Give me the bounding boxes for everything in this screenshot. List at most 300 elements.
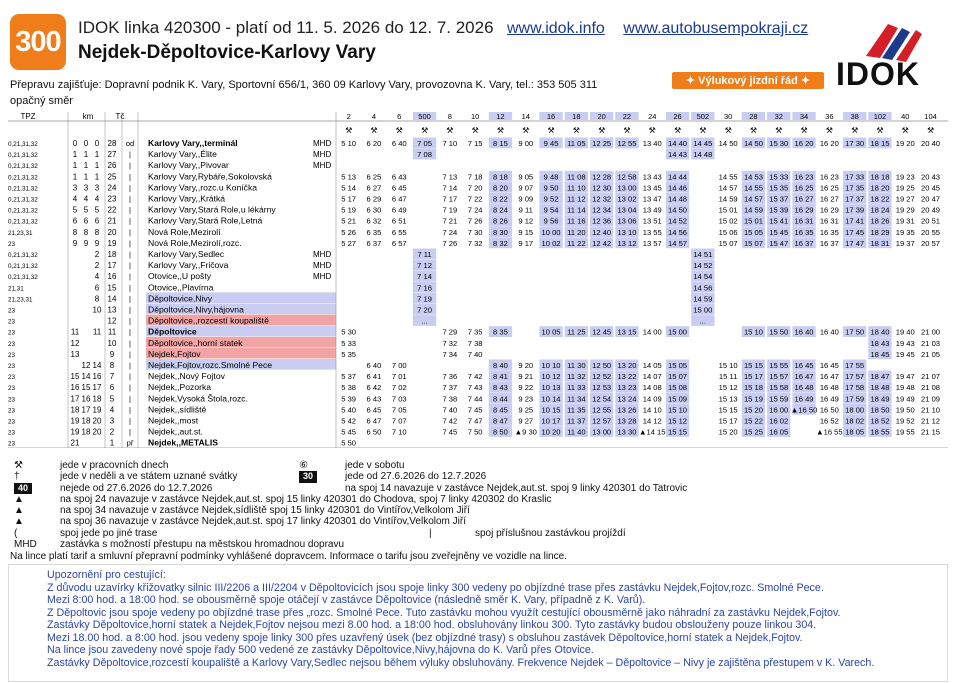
- departure-time: 21 12: [921, 416, 941, 426]
- departure-time: 8 20: [493, 183, 508, 193]
- legend-symbol: †: [14, 471, 20, 483]
- departure-time: 8 44: [493, 394, 508, 404]
- idok-logo-text: IDOK: [836, 56, 920, 92]
- departure-time: 18 50: [870, 405, 890, 415]
- stop-name: Otovice,,U pošty: [148, 271, 212, 282]
- header-links: [507, 20, 822, 38]
- departure-time: 19 43: [895, 338, 915, 348]
- legend-text: na spoj 36 navazuje v zastávce Nejdek,aut.st. spoj 17 linky 420301 do Vintířov,Velkolom Jiří: [60, 516, 466, 528]
- stop-tc: 21: [107, 216, 117, 226]
- departure-time: ▲16 50: [790, 405, 818, 415]
- stop-mark: |: [129, 161, 131, 171]
- departure-time: 13 47: [642, 194, 662, 204]
- departure-time: 20 57: [921, 238, 941, 248]
- stop-km: 12: [81, 361, 91, 370]
- departure-time: 9 25: [518, 405, 534, 415]
- stop-km: 6: [94, 216, 100, 226]
- col-head-km: km: [82, 112, 94, 121]
- departure-time: 15 08: [668, 383, 688, 393]
- workday-hammer-icon: ⚒: [800, 126, 808, 135]
- mhd-label: MHD: [313, 139, 332, 148]
- workday-hammer-icon: ⚒: [547, 126, 555, 135]
- col-head-tpz: TPZ: [20, 112, 36, 121]
- departure-time: 15 05: [743, 227, 763, 237]
- departure-time: 16 49: [794, 394, 814, 404]
- departure-time: 9 48: [543, 172, 559, 182]
- departure-time: 21 09: [921, 394, 941, 404]
- stop-km: 1: [72, 172, 78, 182]
- departure-time: 16 23: [819, 172, 839, 182]
- trip-number: 16: [546, 112, 556, 121]
- stop-km: 0: [83, 139, 89, 148]
- departure-time: 17 58: [845, 383, 865, 393]
- departure-time: 13 24: [617, 394, 637, 404]
- departure-time: 5 26: [341, 227, 357, 237]
- departure-time: 14 44: [668, 172, 688, 182]
- departure-time: 5 10: [341, 139, 357, 148]
- departure-time: 7 22: [467, 194, 483, 204]
- departure-time: 15 10: [743, 327, 763, 337]
- departure-time: 7 16: [417, 283, 432, 293]
- departure-time: 7 32: [442, 338, 458, 348]
- stop-mark: |: [129, 205, 131, 215]
- departure-time: 8 45: [493, 405, 508, 415]
- workday-hammer-icon: ⚒: [572, 126, 580, 135]
- departure-time: 14 54: [693, 272, 713, 282]
- stop-name: Nová Role,Mezirolí: [148, 226, 221, 237]
- departure-time: 16 27: [794, 194, 814, 204]
- departure-time: 15 12: [718, 383, 738, 393]
- departure-time: 11 25: [567, 327, 586, 337]
- departure-time: 12 52: [592, 372, 612, 382]
- departure-time: 18 52: [870, 416, 890, 426]
- departure-time: 11 35: [567, 405, 586, 415]
- workday-hammer-icon: ⚒: [901, 126, 909, 135]
- departure-time: 9 50: [543, 183, 559, 193]
- departure-time: 7 03: [391, 394, 407, 404]
- stop-km: 20: [92, 427, 102, 437]
- legend-text: na spoj 14 navazuje v zastávce Nejdek,aut.st. spoj 9 linky 420301 do Tatrovic: [345, 482, 688, 494]
- stop-tpz: 0,21,31,32: [8, 174, 38, 182]
- departure-time: 19 23: [895, 172, 915, 182]
- departure-time: 7 47: [467, 416, 483, 426]
- departure-time: 15 45: [769, 227, 789, 237]
- departure-time: 14 59: [718, 194, 738, 204]
- departure-time: 14 09: [642, 394, 662, 404]
- departure-time: 14 10: [642, 405, 662, 415]
- departure-time: 16 37: [819, 238, 839, 248]
- departure-time: 9 20: [518, 361, 534, 370]
- departure-time: ▲14 15: [638, 427, 666, 437]
- departure-time: 18 29: [870, 227, 890, 237]
- legend-symbol: ▲: [14, 493, 24, 505]
- workday-hammer-icon: ⚒: [345, 126, 353, 135]
- stop-km: 17: [81, 405, 91, 415]
- workday-hammer-icon: ⚒: [724, 126, 732, 135]
- mhd-label: MHD: [313, 150, 332, 160]
- departure-time: 5 14: [341, 183, 357, 193]
- stop-km: 19: [70, 427, 80, 437]
- legend-item: [295, 471, 715, 482]
- departure-time: 13 22: [617, 372, 637, 382]
- stop-km: 18: [81, 416, 91, 426]
- departure-time: 6 32: [366, 216, 382, 226]
- departure-time: 11 12: [567, 194, 586, 204]
- departure-time: 12 30: [592, 183, 612, 193]
- departure-time: 15 07: [718, 238, 738, 248]
- departure-time: 9 27: [518, 416, 534, 426]
- stop-name: Karlovy Vary,,Krátká: [148, 193, 226, 204]
- stop-mark: |: [129, 383, 131, 393]
- departure-time: 10 02: [541, 238, 561, 248]
- workday-hammer-icon: ⚒: [522, 126, 530, 135]
- stop-tpz: 23: [8, 318, 16, 326]
- departure-time: 14 59: [743, 205, 763, 215]
- departure-time: 9 23: [518, 394, 534, 404]
- stop-tpz: 23: [8, 407, 16, 415]
- departure-time: 19 45: [895, 349, 915, 359]
- departure-time: 7 05: [391, 405, 407, 415]
- stop-name: Děpoltovice,Nivy,hájovna: [148, 304, 244, 315]
- departure-time: 9 00: [518, 139, 534, 148]
- stop-name: Nejdek,Vysoká Štola,rozc.: [148, 393, 248, 404]
- departure-time: 19 49: [895, 394, 915, 404]
- departure-time: 21 15: [921, 427, 941, 437]
- stop-name: Karlovy Vary,,rozc.u Koníčka: [148, 182, 258, 193]
- departure-time: 7 26: [442, 238, 458, 248]
- departure-time: 16 37: [794, 238, 814, 248]
- stop-tc: 22: [107, 205, 117, 215]
- stop-km: 1: [72, 150, 78, 160]
- stop-mark: |: [129, 327, 131, 337]
- departure-time: 7 45: [442, 427, 458, 437]
- departure-time: 12 58: [617, 172, 637, 182]
- trip-number: 14: [521, 112, 530, 121]
- stop-tc: 10: [107, 338, 117, 348]
- departure-time: 7 17: [442, 194, 458, 204]
- stop-km: 11: [70, 327, 80, 337]
- departure-time: 11 32: [567, 372, 586, 382]
- departure-time: 11 16: [567, 216, 586, 226]
- departure-time: 19 48: [895, 383, 915, 393]
- departure-time: 5 45: [341, 427, 357, 437]
- trip-number: 36: [825, 112, 834, 121]
- departure-time: 8 22: [493, 194, 508, 204]
- departure-time: 6 43: [391, 172, 407, 182]
- departure-time: 14 57: [668, 238, 688, 248]
- departure-time: 14 57: [743, 194, 763, 204]
- departure-time: 11 30: [567, 361, 586, 370]
- departure-time: 13 15: [617, 327, 637, 337]
- legend-text: na spoj 24 navazuje v zastávce Nejdek,aut.st. spoj 15 linky 420301 do Chodova, spoj 7 linky 420302 do Kraslic: [60, 493, 552, 505]
- departure-time: 15 00: [668, 327, 688, 337]
- departure-time: 16 31: [794, 216, 814, 226]
- stop-km: 16: [70, 383, 80, 393]
- departure-time: 13 02: [617, 194, 637, 204]
- departure-time: 6 45: [366, 405, 382, 415]
- departure-time: 15 39: [769, 205, 789, 215]
- stop-km: 8: [94, 294, 100, 304]
- legend-symbol: 30: [295, 471, 345, 482]
- stop-name: Karlovy Vary,Sedlec: [148, 249, 225, 259]
- stop-km: 20: [92, 416, 102, 426]
- departure-time: 7 40: [467, 349, 483, 359]
- workday-hammer-icon: ⚒: [496, 126, 505, 135]
- departure-time: 16 49: [819, 394, 839, 404]
- departure-time: 15 10: [668, 405, 688, 415]
- stop-km: 6: [83, 216, 89, 226]
- departure-time: 12 34: [592, 205, 612, 215]
- departure-time: 12 32: [592, 194, 612, 204]
- stop-name: Karlovy Vary,,Pivovar: [148, 160, 229, 171]
- departure-time: 13 06: [617, 216, 637, 226]
- departure-time: 18 24: [870, 205, 890, 215]
- departure-time: 9 22: [518, 383, 534, 393]
- departure-time: 12 42: [592, 238, 612, 248]
- departure-time: 19 52: [895, 416, 915, 426]
- departure-time: 13 23: [617, 383, 637, 393]
- departure-time: 10 00: [541, 227, 561, 237]
- legend-text: jede v sobotu: [345, 460, 405, 471]
- stop-km: 21: [70, 438, 80, 448]
- workday-hammer-icon: ⚒: [876, 126, 884, 135]
- departure-time: 13 30: [617, 427, 637, 437]
- stop-km: 1: [83, 150, 89, 160]
- departure-time: 18 49: [870, 394, 890, 404]
- departure-time: 11 20: [567, 227, 586, 237]
- departure-time: 15 57: [769, 372, 789, 382]
- stop-name: Nejdek,,most: [148, 415, 199, 426]
- departure-time: 10 05: [541, 327, 561, 337]
- stop-tpz: 23: [8, 396, 16, 404]
- departure-time: 11 40: [567, 427, 586, 437]
- departure-time: 21 05: [921, 349, 941, 359]
- stop-km: 2: [94, 261, 100, 271]
- stop-km: 4: [94, 272, 100, 282]
- stop-tc: 27: [107, 150, 117, 160]
- departure-time: 15 55: [769, 361, 789, 370]
- departure-time: 17 33: [845, 172, 865, 182]
- trip-number: 30: [723, 112, 733, 121]
- notice-box: [8, 564, 948, 682]
- departure-time: 7 32: [467, 238, 483, 248]
- departure-time: 18 55: [870, 427, 890, 437]
- departure-time: 6 47: [366, 416, 382, 426]
- stop-tpz: 0,21,31,32: [8, 163, 38, 171]
- trip-number: 26: [673, 112, 682, 121]
- legend-text: zastávka s možností přestupu na městskou hromadnou dopravu: [60, 539, 345, 551]
- departure-time: 7 45: [467, 405, 483, 415]
- workday-hammer-icon: ⚒: [395, 126, 403, 135]
- stop-name: Děpoltovice,,rozcestí koupaliště: [148, 315, 269, 326]
- departure-time: 15 18: [743, 383, 763, 393]
- stop-mark: |: [129, 294, 131, 304]
- departure-time: 11 34: [567, 394, 586, 404]
- stop-tc: 23: [107, 194, 117, 204]
- departure-time: 17 50: [845, 327, 865, 337]
- stop-mark: |: [129, 194, 131, 204]
- stop-mark: |: [129, 150, 131, 160]
- departure-time: 9 11: [518, 205, 533, 215]
- departure-time: 7 34: [442, 349, 458, 359]
- departure-time: 11 22: [567, 238, 586, 248]
- stop-tc: 11: [107, 327, 117, 337]
- stop-tc: 13: [107, 305, 117, 315]
- stop-mark: od: [125, 139, 135, 148]
- departure-time: 5 27: [341, 238, 357, 248]
- departure-time: 16 20: [819, 139, 839, 148]
- departure-time: 6 35: [366, 227, 382, 237]
- notice-line: Z důvodu uzavírky křižovatky silnic III/2206 a III/2204 v Děpoltovicích jsou spoje linky 300 vedeny po objízdné trase přes zastávku Nejdek,Fojtov,rozc. Smolné Pece.: [47, 581, 824, 594]
- departure-time: 6 40: [391, 139, 407, 148]
- stop-tc: 1: [109, 438, 115, 448]
- departure-time: 19 37: [895, 238, 915, 248]
- departure-time: 16 29: [794, 205, 814, 215]
- stop-tc: 14: [107, 294, 117, 304]
- departure-time: 14 52: [668, 216, 688, 226]
- departure-time: 5 35: [341, 349, 357, 359]
- departure-time: 13 28: [617, 416, 637, 426]
- autobusempokraji-link[interactable]: www.autobusempokraji.cz: [623, 20, 809, 37]
- trip-number: 20: [597, 112, 606, 121]
- direction-label: opačný směr: [10, 95, 73, 107]
- departure-time: 7 35: [467, 327, 483, 337]
- stop-km: 1: [83, 161, 89, 171]
- legend-item: [295, 460, 715, 471]
- legend-text: jede v neděli a ve státem uznané svátky: [60, 471, 238, 483]
- stop-name: Nová Role,Mezirolí,rozc.: [148, 237, 242, 248]
- legend-text: nejede od 27.6.2026 do 12.7.2026: [60, 482, 213, 494]
- stop-tc: 16: [107, 272, 117, 282]
- departure-time: 20 40: [921, 139, 941, 148]
- stop-km: 8: [94, 227, 100, 237]
- departure-time: 14 53: [743, 172, 763, 182]
- stop-tc: 19: [107, 238, 117, 248]
- departure-time: 14 52: [693, 261, 713, 271]
- stop-km: 14: [92, 361, 102, 370]
- stop-tpz: 23: [8, 385, 16, 393]
- stop-tc: 6: [109, 383, 115, 393]
- departure-time: 7 30: [467, 227, 483, 237]
- departure-time: 9 17: [518, 238, 534, 248]
- departure-time: 7 10: [442, 139, 458, 148]
- workday-hammer-icon: ⚒: [420, 126, 429, 135]
- stop-name: Karlovy Vary,,terminál: [148, 138, 238, 148]
- stop-mark: |: [129, 405, 131, 415]
- workday-hammer-icon: ⚒: [775, 126, 783, 135]
- stop-name: Nejdek,,aut.st.: [148, 426, 203, 437]
- stop-name: Děpoltovice: [148, 326, 197, 337]
- trip-number: 8: [447, 112, 452, 121]
- departure-time: 7 24: [442, 227, 458, 237]
- stop-km: 1: [72, 161, 78, 171]
- idok-link[interactable]: www.idok.info: [507, 20, 605, 37]
- stop-mark: |: [129, 361, 131, 370]
- departure-time: 7 36: [442, 372, 458, 382]
- stop-mark: |: [129, 416, 131, 426]
- departure-time: 8 18: [493, 172, 508, 182]
- stop-km: 3: [94, 183, 100, 193]
- legend-item: [295, 483, 715, 494]
- departure-time: 16 47: [819, 372, 839, 382]
- legend-text: jede od 27.6.2026 do 12.7.2026: [345, 471, 487, 483]
- departure-time: 8 24: [493, 205, 508, 215]
- stop-km: 5: [94, 205, 100, 215]
- legend-symbol: MHD: [14, 539, 37, 551]
- departure-time: 9 54: [543, 205, 559, 215]
- stop-tc: 17: [107, 261, 117, 271]
- departure-time: 9 45: [543, 139, 559, 148]
- stop-km: 9: [72, 238, 78, 248]
- departure-time: 7 14: [442, 183, 458, 193]
- departure-time: 19 29: [895, 205, 915, 215]
- departure-time: 5 33: [341, 338, 357, 348]
- departure-time: 8 32: [493, 238, 508, 248]
- departure-time: 15 22: [743, 416, 763, 426]
- trip-number: 28: [749, 112, 758, 121]
- departure-time: 16 02: [769, 416, 789, 426]
- stop-km: 13: [70, 349, 80, 359]
- departure-time: 7 24: [467, 205, 483, 215]
- departure-time: 8 30: [493, 227, 508, 237]
- departure-time: 15 30: [769, 139, 789, 148]
- departure-time: 6 27: [366, 183, 382, 193]
- departure-time: 14 50: [668, 205, 688, 215]
- departure-time: 5 39: [341, 394, 357, 404]
- departure-time: 11 14: [567, 205, 586, 215]
- legend-symbol: 40: [10, 483, 60, 494]
- departure-time: 13 43: [642, 172, 662, 182]
- departure-time: 15 11: [718, 372, 738, 382]
- departure-time: 14 07: [642, 372, 662, 382]
- departure-time: 6 49: [391, 205, 407, 215]
- departure-time: 16 20: [794, 139, 814, 148]
- departure-time: 18 22: [870, 194, 890, 204]
- departure-time: 8 43: [493, 383, 508, 393]
- stop-km: 1: [94, 172, 100, 182]
- stop-tpz: 0,21,31,32: [8, 185, 38, 193]
- departure-time: 6 45: [391, 183, 407, 193]
- departure-time: 15 13: [718, 394, 738, 404]
- stop-km: 3: [72, 183, 78, 193]
- operator-info: [10, 77, 620, 109]
- trip-number: 4: [371, 112, 377, 121]
- departure-time: 14 43: [668, 150, 688, 160]
- stop-km: 9: [94, 238, 100, 248]
- operator-text: Přepravu zajišťuje: Dopravní podnik K. Vary, Sportovní 656/1, 360 09 Karlovy Vary, provozovna K. Vary, tel.: 353 505 311: [10, 79, 598, 91]
- departure-time: 21 07: [921, 372, 941, 382]
- stop-tpz: 0,21,31,32: [8, 152, 38, 160]
- departure-time: 8 41: [493, 372, 508, 382]
- stop-km: 5: [72, 205, 78, 215]
- stop-km: 0: [94, 139, 100, 148]
- stop-tc: 5: [109, 394, 115, 404]
- departure-time: 19 40: [895, 327, 915, 337]
- departure-time: 21 10: [921, 405, 941, 415]
- departure-time: 7 19: [442, 205, 458, 215]
- departure-time: 18 00: [845, 405, 865, 415]
- legend: [10, 460, 710, 563]
- departure-time: 18 20: [870, 183, 890, 193]
- stop-km: 18: [92, 394, 102, 404]
- departure-time: 5 42: [341, 416, 357, 426]
- departure-time: 6 25: [366, 172, 382, 182]
- departure-time: 11 33: [567, 383, 586, 393]
- departure-time: 5 38: [341, 383, 357, 393]
- departure-time: 6 30: [366, 205, 382, 215]
- notice-line: Na lince jsou zavedeny nové spoje řady 500 vedené ze zastávky Děpoltovice,Nivy,hájovna do K. Varů přes Otovice.: [47, 644, 594, 656]
- departure-time: 7 21: [442, 216, 458, 226]
